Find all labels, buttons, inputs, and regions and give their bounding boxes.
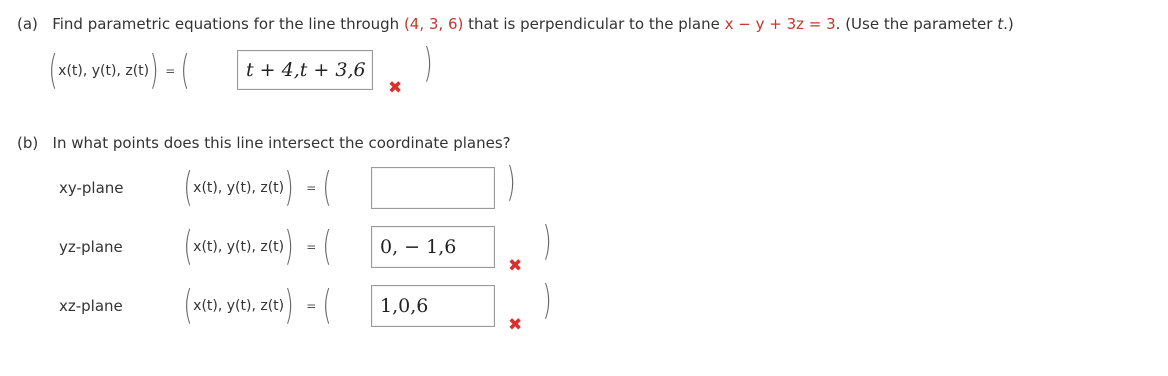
xy-plane-equals: = [306, 181, 317, 195]
xz-plane-tuple-label: x(t), y(t), z(t) [193, 298, 285, 314]
x-mark-icon: ✖ [508, 256, 523, 276]
part-a-text-after: . (Use the parameter [835, 15, 998, 33]
part-a-tuple-label: x(t), y(t), z(t) [58, 63, 150, 79]
xy-plane-tuple-label: x(t), y(t), z(t) [193, 180, 285, 196]
xy-plane-answer-input[interactable] [371, 167, 495, 209]
part-a-answer-row: ( x(t), y(t), z(t) ) = ( [48, 47, 190, 95]
part-b-label: (b) [17, 134, 39, 152]
part-a-param: t [997, 15, 1004, 33]
part-a-label: (a) [17, 15, 38, 33]
part-a-question [17, 15, 1014, 33]
xz-plane-answer-input[interactable] [371, 285, 495, 327]
part-a-text-mid: that is perpendicular to the plane [463, 15, 725, 33]
xy-plane-tuple: ( x(t), y(t), z(t) ) = ( [183, 164, 332, 212]
part-a-text-end: .) [1003, 15, 1014, 33]
part-a-equals: = [165, 64, 176, 78]
part-a-text-before: Find parametric equations for the line through [52, 15, 404, 33]
yz-plane-tuple-label: x(t), y(t), z(t) [193, 239, 285, 255]
part-a-plane: x − y + 3z = 3 [724, 15, 836, 33]
xz-plane-label: xz-plane [59, 297, 123, 315]
yz-plane-tuple: ( x(t), y(t), z(t) ) = ( [183, 223, 332, 271]
yz-plane-answer-value: 0, − 1,6 [380, 236, 457, 258]
part-a-answer-value: t + 4,t + 3,6 [246, 59, 366, 81]
x-mark-icon: ✖ [388, 78, 403, 98]
xz-plane-tuple: ( x(t), y(t), z(t) ) = ( [183, 282, 332, 330]
yz-plane-label: yz-plane [59, 238, 123, 256]
part-b-question [17, 134, 511, 152]
xy-plane-label: xy-plane [59, 179, 124, 197]
part-b-question-text: In what points does this line intersect the coordinate planes? [52, 134, 511, 152]
part-a-point: (4, 3, 6) [403, 15, 464, 33]
yz-plane-answer-input[interactable] [371, 226, 495, 268]
part-a-answer-input[interactable] [237, 50, 373, 90]
yz-plane-equals: = [306, 240, 317, 254]
xz-plane-equals: = [306, 299, 317, 313]
xz-plane-answer-value: 1,0,6 [380, 295, 429, 317]
x-mark-icon: ✖ [508, 315, 523, 335]
